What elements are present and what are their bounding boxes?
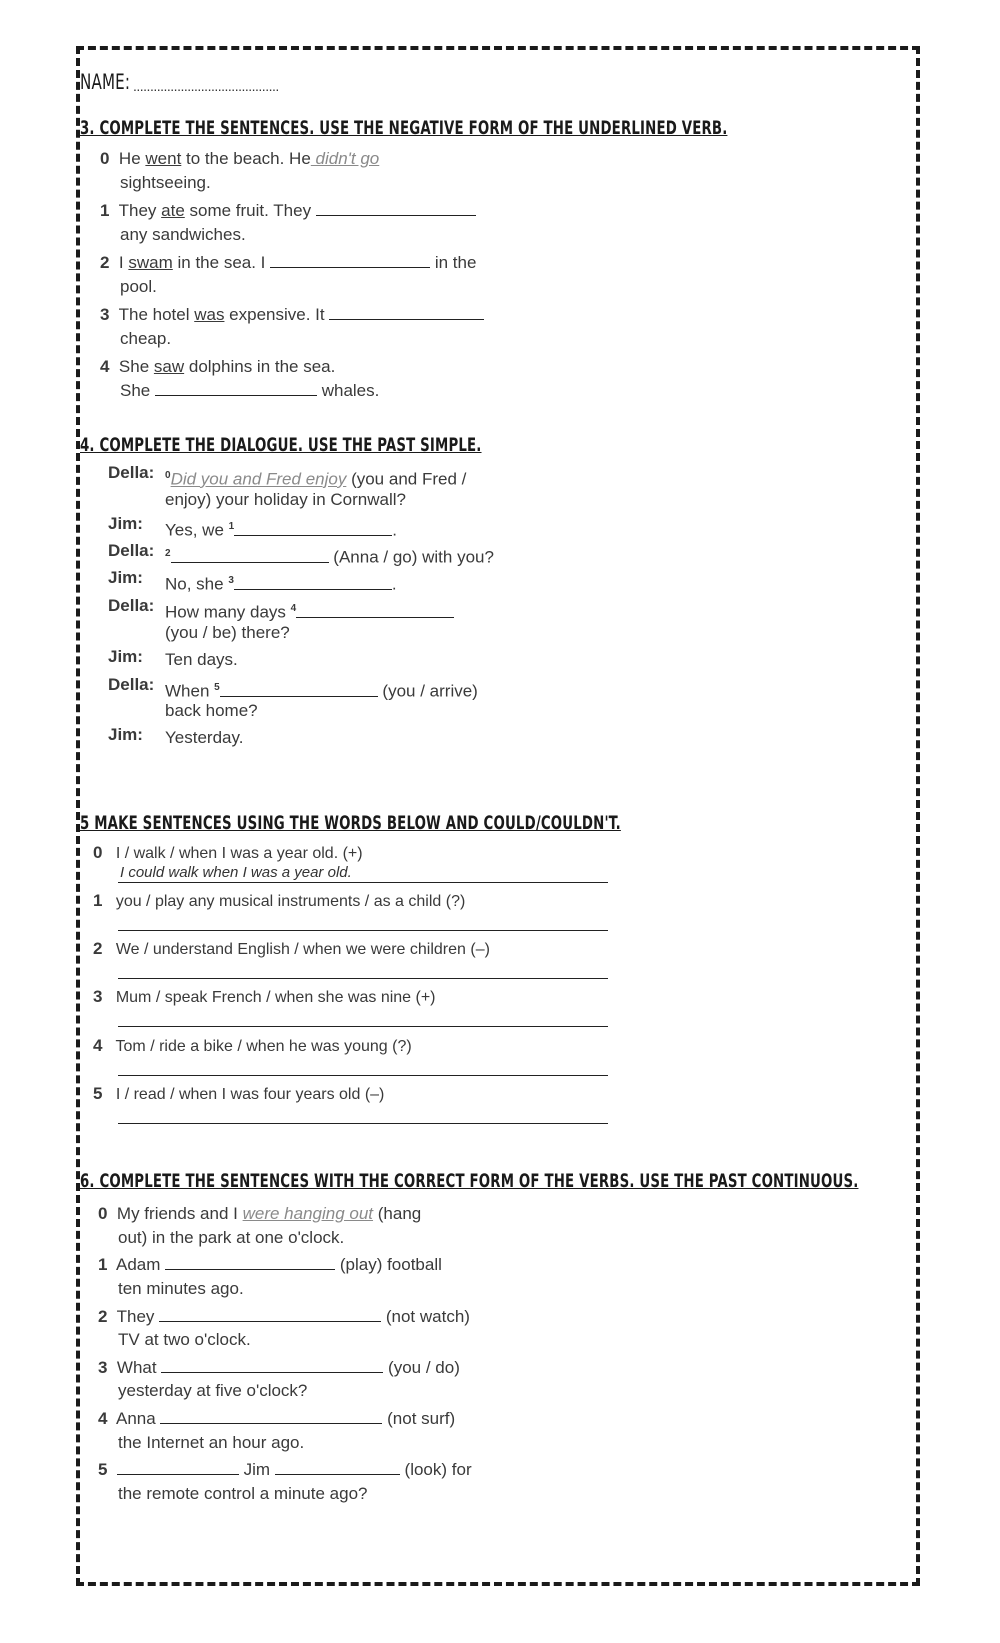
ex5-item-2: 2 We / understand English / when we were children (–) bbox=[93, 939, 490, 958]
ex5-item-1: 1 you / play any musical instruments / as a child (?) bbox=[93, 891, 466, 910]
ex3-item-1: 1 They ate some fruit. They bbox=[100, 198, 476, 223]
answer-blank[interactable] bbox=[159, 1307, 381, 1322]
ex6-item-4: 4 Anna (not surf) bbox=[98, 1409, 456, 1428]
answer-blank[interactable] bbox=[161, 1358, 383, 1373]
speaker-label: Jim: bbox=[108, 568, 143, 587]
ex6-item-1: 1 Adam (play) football bbox=[98, 1255, 442, 1274]
dialogue-line-4-cont: (you / be) there? bbox=[165, 623, 290, 642]
answer-blank[interactable] bbox=[296, 603, 454, 618]
ex5-example-answer: I could walk when I was a year old. bbox=[120, 864, 352, 881]
ex6-item-3-cont: yesterday at five o'clock? bbox=[118, 1381, 308, 1400]
answer-blank[interactable] bbox=[165, 1255, 335, 1270]
ex6-item-1-cont: ten minutes ago. bbox=[118, 1279, 244, 1298]
ex5-item-3: 3 Mum / speak French / when she was nine (+) bbox=[93, 987, 436, 1006]
exercise-3-title: 3. COMPLETE THE SENTENCES. USE THE NEGATIVE FORM OF THE UNDERLINED VERB. bbox=[80, 117, 728, 139]
answer-blank[interactable] bbox=[234, 521, 392, 536]
speaker-label: Della: bbox=[108, 675, 155, 694]
example-answer: didn't go bbox=[310, 149, 380, 168]
answer-blank[interactable] bbox=[171, 548, 329, 563]
ex6-item-0: 0 My friends and I were hanging out (hang bbox=[98, 1204, 422, 1223]
ex6-item-5-cont: the remote control a minute ago? bbox=[118, 1484, 368, 1503]
name-field[interactable]: ........................................... bbox=[133, 78, 279, 94]
dialogue-line-5: Ten days. bbox=[165, 650, 238, 669]
dialogue-line-2: $^2$ (Anna / go) with you? bbox=[165, 547, 494, 567]
dialogue-line-1: Yes, we $^1$ . bbox=[165, 520, 397, 540]
answer-blank[interactable] bbox=[155, 381, 317, 396]
answer-line[interactable] bbox=[118, 1026, 608, 1027]
dialogue-line-6-cont: back home? bbox=[165, 701, 258, 720]
dialogue-line-3: No, she $^3$ . bbox=[165, 574, 397, 594]
answer-blank[interactable] bbox=[234, 575, 392, 590]
ex3-item-4: 4 She saw dolphins in the sea. bbox=[100, 357, 336, 376]
answer-line[interactable] bbox=[118, 1123, 608, 1124]
ex3-item-4-cont: She whales. bbox=[120, 381, 380, 400]
ex6-item-2-cont: TV at two o'clock. bbox=[118, 1330, 251, 1349]
dialogue-line-7: Yesterday. bbox=[165, 728, 244, 747]
example-answer: Did you and Fred enjoy bbox=[170, 469, 347, 489]
ex6-item-2: 2 They (not watch) bbox=[98, 1307, 470, 1326]
ex6-item-4-cont: the Internet an hour ago. bbox=[118, 1433, 305, 1452]
example-answer: were hanging out bbox=[242, 1204, 374, 1223]
ex3-item-2: 2 I swam in the sea. I in the bbox=[100, 253, 477, 272]
ex3-item-0-cont: sightseeing. bbox=[120, 173, 211, 192]
ex5-item-5: 5 I / read / when I was four years old (–) bbox=[93, 1084, 385, 1103]
answer-blank[interactable] bbox=[329, 305, 484, 320]
ex3-item-3: 3 The hotel was expensive. It bbox=[100, 302, 484, 327]
ex3-item-3-cont: cheap. bbox=[120, 329, 172, 348]
speaker-label: Della: bbox=[108, 541, 155, 560]
answer-line[interactable] bbox=[118, 978, 608, 979]
answer-blank[interactable] bbox=[160, 1409, 382, 1424]
dialogue-line-4: How many days $^4$ bbox=[165, 596, 454, 625]
answer-blank[interactable] bbox=[316, 201, 476, 216]
ex5-item-4: 4 Tom / ride a bike / when he was young (?) bbox=[93, 1036, 412, 1055]
name-label: NAME: bbox=[80, 70, 131, 94]
exercise-4-title: 4. COMPLETE THE DIALOGUE. USE THE PAST SIMPLE. bbox=[80, 434, 482, 456]
answer-blank[interactable] bbox=[117, 1460, 239, 1475]
answer-blank[interactable] bbox=[270, 253, 430, 268]
dialogue-line-0-cont: enjoy) your holiday in Cornwall? bbox=[165, 490, 406, 509]
dialogue-line-6: When $^5$ (you / arrive) bbox=[165, 681, 478, 701]
ex5-item-0: 0 I / walk / when I was a year old. (+) bbox=[93, 843, 363, 862]
exercise-6-title: 6. COMPLETE THE SENTENCES WITH THE CORRECT FORM OF THE VERBS. USE THE PAST CONTINUOUS. bbox=[80, 1170, 859, 1192]
ex3-item-2-cont: pool. bbox=[120, 277, 157, 296]
exercise-5-title: 5 MAKE SENTENCES USING THE WORDS BELOW AND COULD/COULDN'T. bbox=[80, 812, 621, 834]
ex6-item-5: 5 Jim (look) for bbox=[98, 1460, 472, 1479]
ex3-item-0: 0 He went to the beach. He didn't go bbox=[100, 149, 380, 168]
answer-blank[interactable] bbox=[220, 682, 378, 697]
answer-line[interactable] bbox=[118, 882, 608, 883]
speaker-label: Della: bbox=[108, 463, 155, 482]
answer-blank[interactable] bbox=[275, 1460, 400, 1475]
answer-line[interactable] bbox=[118, 930, 608, 931]
speaker-label: Jim: bbox=[108, 725, 143, 744]
speaker-label: Jim: bbox=[108, 514, 143, 533]
ex3-item-1-cont: any sandwiches. bbox=[120, 225, 246, 244]
speaker-label: Della: bbox=[108, 596, 155, 615]
answer-line[interactable] bbox=[118, 1075, 608, 1076]
dialogue-line-0: $^0$Did you and Fred enjoy (you and Fred / bbox=[165, 469, 467, 489]
speaker-label: Jim: bbox=[108, 647, 143, 666]
ex6-item-0-cont: out) in the park at one o'clock. bbox=[118, 1228, 345, 1247]
ex6-item-3: 3 What (you / do) bbox=[98, 1358, 460, 1377]
